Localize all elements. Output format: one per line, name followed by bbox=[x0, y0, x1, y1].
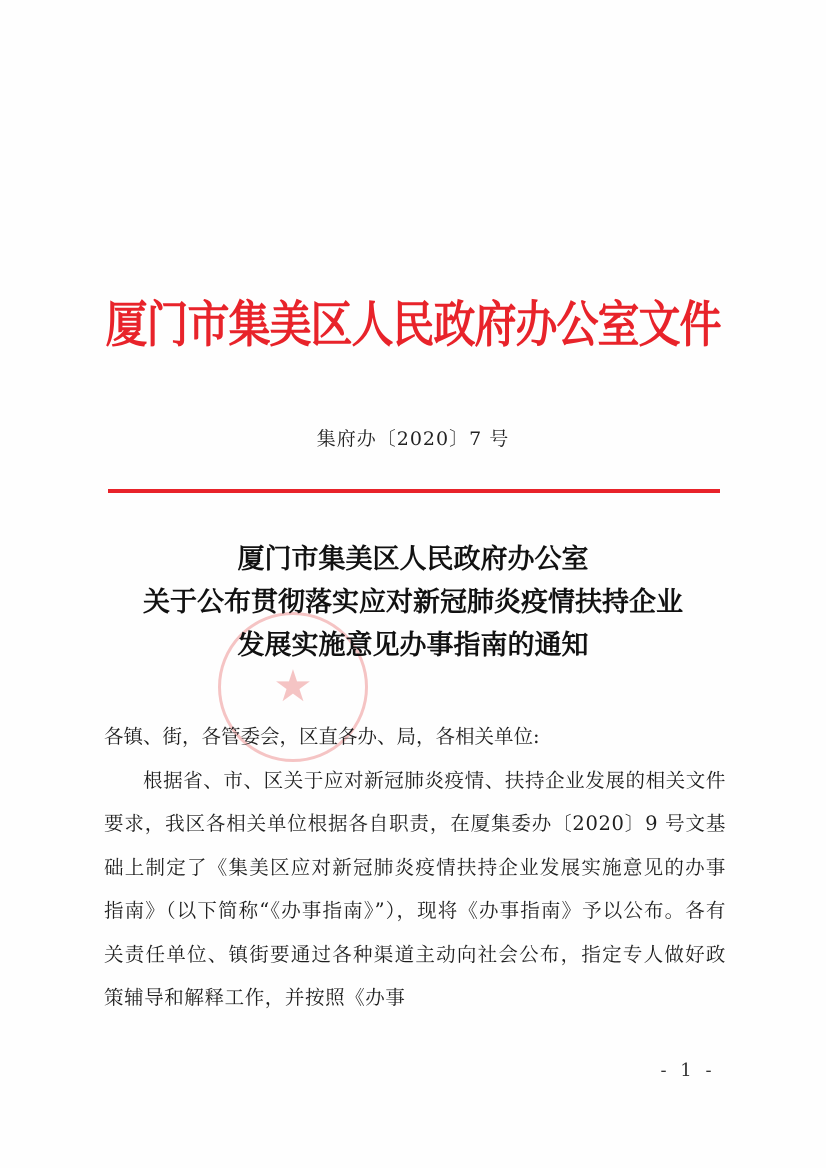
notice-title bbox=[80, 538, 746, 667]
salutation: 各镇、街，各管委会，区直各办、局，各相关单位: bbox=[104, 725, 540, 748]
seal-star-icon: ★ bbox=[273, 661, 313, 712]
title-line-2: 关于公布贯彻落实应对新冠肺炎疫情扶持企业 bbox=[143, 587, 683, 618]
title-line-1: 厦门市集美区人民政府办公室 bbox=[237, 544, 589, 575]
body-paragraph: 根据省、市、区关于应对新冠肺炎疫情、扶持企业发展的相关文件要求，我区各相关单位根据各自职责，在厦集委办〔2020〕9 号文基础上制定了《集美区应对新冠肺炎疫情扶持企业发展实施意见的办事指南》（以下简称“《办事指南》”），现将《办事指南》予以公布。各有关责任单位、镇街要通过各种渠道主动向社会公布，指定专人做好政策辅导和解释工作，并按照《办事 bbox=[104, 768, 726, 1009]
issuer-header-title: 厦门市集美区人民政府办公室文件 bbox=[105, 295, 721, 354]
notice-body bbox=[104, 715, 726, 1020]
title-line-3: 发展实施意见办事指南的通知 bbox=[237, 630, 589, 661]
page-number: - 1 - bbox=[660, 1060, 716, 1081]
red-separator-line bbox=[108, 489, 720, 493]
document-number: 集府办〔2020〕7 号 bbox=[316, 428, 510, 450]
